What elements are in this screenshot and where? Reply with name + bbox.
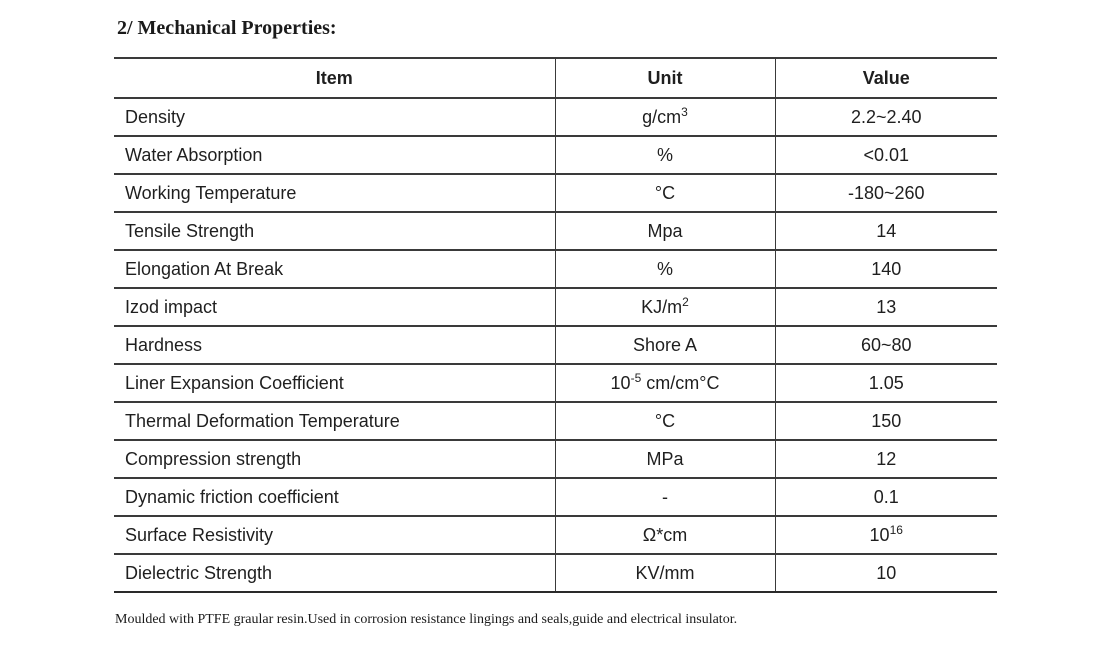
footnote: Moulded with PTFE graular resin.Used in corrosion resistance lingings and seals,guide and electrical insulator. <box>115 612 738 627</box>
row-item: Dielectric Strength <box>114 554 555 592</box>
row-unit <box>555 288 775 326</box>
unit-superscript: 2 <box>682 294 689 309</box>
table-header-row <box>114 58 997 98</box>
value-text: 10 <box>869 524 890 545</box>
row-value <box>775 136 997 174</box>
row-item: Water Absorption <box>114 136 555 174</box>
value-text: 60~80 <box>860 334 912 355</box>
row-item: Izod impact <box>114 288 555 326</box>
unit-text: 10 <box>610 372 631 393</box>
header-value: Value <box>775 58 997 98</box>
row-unit <box>555 250 775 288</box>
table-row <box>114 402 997 440</box>
row-value <box>775 440 997 478</box>
unit-tail-text: cm/cm°C <box>641 372 720 393</box>
value-text: 12 <box>876 448 897 469</box>
unit-text: Ω*cm <box>642 524 688 545</box>
unit-text: % <box>656 258 673 279</box>
row-item: Hardness <box>114 326 555 364</box>
unit-superscript: 3 <box>681 104 688 119</box>
unit-text: % <box>656 144 673 165</box>
row-unit <box>555 402 775 440</box>
unit-text: Shore A <box>632 334 698 355</box>
value-text: 10 <box>876 562 897 583</box>
table-row <box>114 440 997 478</box>
table-row <box>114 174 997 212</box>
row-unit <box>555 478 775 516</box>
row-item: Elongation At Break <box>114 250 555 288</box>
row-value <box>775 364 997 402</box>
mechanical-properties-table <box>114 57 997 593</box>
unit-superscript: -5 <box>630 370 642 385</box>
row-unit <box>555 212 775 250</box>
table-row <box>114 98 997 136</box>
table-row <box>114 364 997 402</box>
value-text: 14 <box>876 220 897 241</box>
row-value <box>775 326 997 364</box>
unit-text: - <box>662 486 668 507</box>
row-unit <box>555 98 775 136</box>
row-unit <box>555 364 775 402</box>
header-item: Item <box>114 58 555 98</box>
row-unit <box>555 136 775 174</box>
value-text: 150 <box>871 410 902 431</box>
unit-text: KV/mm <box>635 562 695 583</box>
row-item: Surface Resistivity <box>114 516 555 554</box>
table-row <box>114 212 997 250</box>
unit-text: MPa <box>646 448 684 469</box>
row-value <box>775 212 997 250</box>
row-value <box>775 478 997 516</box>
unit-text: °C <box>654 182 676 203</box>
table-row <box>114 136 997 174</box>
unit-text: Mpa <box>647 220 683 241</box>
header-unit: Unit <box>555 58 775 98</box>
row-value <box>775 554 997 592</box>
value-text: -180~260 <box>847 182 925 203</box>
table-row <box>114 554 997 592</box>
row-unit <box>555 554 775 592</box>
section-title: 2/ Mechanical Properties: <box>117 17 337 39</box>
row-value <box>775 250 997 288</box>
table-row <box>114 478 997 516</box>
value-superscript: 16 <box>889 522 903 537</box>
row-item: Dynamic friction coefficient <box>114 478 555 516</box>
unit-text: °C <box>654 410 676 431</box>
table-row <box>114 288 997 326</box>
value-text: 0.1 <box>873 486 899 507</box>
table-row <box>114 250 997 288</box>
row-unit <box>555 516 775 554</box>
table-row <box>114 516 997 554</box>
row-item: Working Temperature <box>114 174 555 212</box>
row-unit <box>555 440 775 478</box>
row-value <box>775 98 997 136</box>
row-unit <box>555 174 775 212</box>
unit-text: KJ/m <box>641 296 683 317</box>
row-item: Thermal Deformation Temperature <box>114 402 555 440</box>
row-value <box>775 288 997 326</box>
row-item: Liner Expansion Coefficient <box>114 364 555 402</box>
row-item: Density <box>114 98 555 136</box>
value-text: 2.2~2.40 <box>850 106 922 127</box>
table-row <box>114 326 997 364</box>
unit-text: g/cm <box>642 106 682 127</box>
row-value <box>775 516 997 554</box>
value-text: 140 <box>871 258 902 279</box>
value-text: 13 <box>876 296 897 317</box>
row-item: Compression strength <box>114 440 555 478</box>
value-text: <0.01 <box>863 144 910 165</box>
row-item: Tensile Strength <box>114 212 555 250</box>
row-value <box>775 174 997 212</box>
row-unit <box>555 326 775 364</box>
row-value <box>775 402 997 440</box>
value-text: 1.05 <box>868 372 904 393</box>
